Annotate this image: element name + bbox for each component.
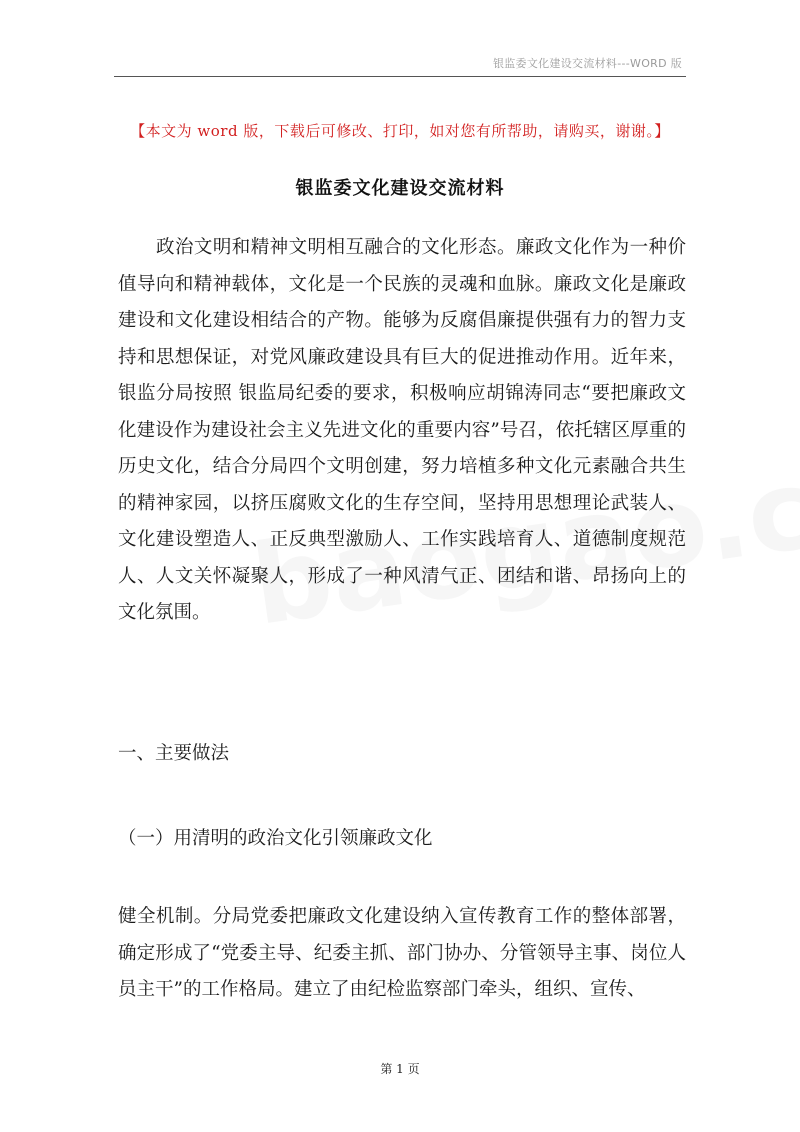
section-heading: 一、主要做法	[118, 743, 230, 764]
document-title: 银监委文化建设交流材料	[295, 178, 505, 199]
download-notice: 【本文为 word 版，下载后可修改、打印，如对您有所帮助，请购买，谢谢。】	[130, 122, 670, 140]
intro-paragraph: 政治文明和精神文明相互融合的文化形态。廉政文化作为一种价值导向和精神载体，文化是一个民族的灵魂和血脉。廉政文化是廉政建设和文化建设相结合的产物。能够为反腐倡廉提供强有力的智力支持和思想保证，对党风廉政建设具有巨大的促进推动作用。近年来，银监分局按照 银监局纪委的要求，积极响应胡锦涛同志“要把廉政文化建设作为建设社会主义先进文化的重要内容”号召，依托辖区厚重的历史文化，结合分局四个文明创建，努力培植多种文化元素融合共生的精神家园，以挤压腐败文化的生存空间，坚持用思想理论武装人、文化建设塑造人、正反典型激励人、工作实践培育人、道德制度规范人、人文关怀凝聚人，形成了一种风清气正、团结和谐、昂扬向上的文化氛围。	[118, 237, 686, 623]
page-number: 第 1 页	[380, 1062, 420, 1076]
body-paragraph: 健全机制。分局党委把廉政文化建设纳入宣传教育工作的整体部署，确定形成了“党委主导、纪委主抓、部门协办、分管领导主事、岗位人员主干”的工作格局。建立了由纪检监察部门牵头，组织、宣传、	[118, 906, 686, 1000]
header-divider	[114, 76, 686, 77]
running-header: 银监委文化建设交流材料---WORD 版	[492, 57, 682, 70]
subsection-heading: （一）用清明的政治文化引领廉政文化	[118, 828, 433, 849]
